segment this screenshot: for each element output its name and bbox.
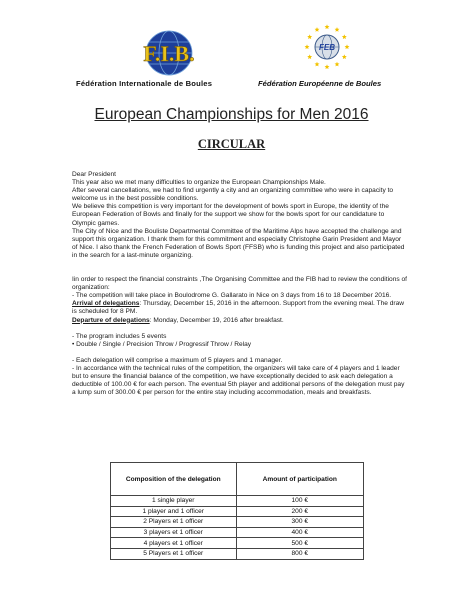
- greeting: Dear President: [72, 171, 116, 178]
- table-row: [111, 517, 364, 528]
- table-cell: 3 players et 1 officer: [111, 527, 237, 538]
- table-cell: 300 €: [236, 517, 363, 528]
- table-cell: 400 €: [236, 527, 363, 538]
- letter-body: [72, 171, 408, 397]
- star-icon: [342, 34, 347, 39]
- table-header-row: [111, 463, 364, 496]
- table-cell: 500 €: [236, 538, 363, 549]
- table-cell: 200 €: [236, 506, 363, 517]
- table-cell: 1 single player: [111, 496, 237, 507]
- star-icon: [315, 27, 320, 32]
- paragraph: This year also we met many difficulties to organize the European Championships Male.: [72, 179, 326, 187]
- table-cell: 100 €: [236, 496, 363, 507]
- document-title: European Championships for Men 2016: [94, 106, 369, 123]
- document-subtitle: CIRCULAR: [197, 137, 266, 151]
- paragraph: - Each delegation will comprise a maximum of 5 players and 1 manager.: [72, 356, 283, 364]
- star-icon: [307, 34, 312, 39]
- star-icon: [325, 64, 330, 69]
- fib-logo-text: F.I.B.: [143, 41, 195, 66]
- table-row: [111, 496, 364, 507]
- departure-line: [72, 317, 408, 325]
- fib-organization-name: Fédération Internationale de Boules: [76, 79, 213, 88]
- table-row: [111, 548, 364, 559]
- star-icon: [335, 62, 340, 67]
- table-cell: 2 Players et 1 officer: [111, 517, 237, 528]
- table-row: [111, 506, 364, 517]
- fib-logo: [122, 30, 216, 76]
- table-row: [111, 527, 364, 538]
- paragraph: - The competition will take place in Boulodrome G. Gallarato in Nice on 3 days from 16 to 18 December 2016.: [72, 292, 392, 300]
- departure-text: : Monday, December 19, 2016 after breakfast.: [149, 316, 284, 324]
- feb-logo-text: FEB: [319, 43, 335, 52]
- feb-organization-name: Fédération Européenne de Boules: [258, 79, 382, 88]
- table-row: [111, 538, 364, 549]
- column-header: Amount of participation: [236, 463, 363, 496]
- star-icon: [342, 54, 347, 59]
- star-icon: [307, 54, 312, 59]
- departure-label: Departure of delegations: [72, 316, 150, 324]
- star-icon: [325, 24, 330, 29]
- star-icon: [345, 44, 350, 49]
- star-icon: [335, 27, 340, 32]
- paragraph: Iin order to respect the financial constraints ,The Organising Committee and the FIB had to review the conditions of organization:: [72, 276, 407, 292]
- table-cell: 800 €: [236, 548, 363, 559]
- table-cell: 4 players et 1 officer: [111, 538, 237, 549]
- star-icon: [315, 62, 320, 67]
- column-header: Composition of the delegation: [111, 463, 237, 496]
- arrival-label: Arrival of delegations: [72, 300, 140, 308]
- star-icon: [305, 44, 310, 49]
- table-cell: 1 player and 1 officer: [111, 506, 237, 517]
- paragraph: We believe this competition is very important for the development of bowls sport in Europe, the identity of the European Federation of Bowls and finally for the support we show for the bowls sport for our candidature to Olympic games.: [72, 203, 389, 227]
- paragraph: After several cancellations, we had to find urgently a city and an organizing committee who were in capacity to welcome us in the best possible conditions.: [72, 187, 394, 203]
- paragraph: The City of Nice and the Bouliste Departmental Committee of the Maritime Alps have accepted the challenge and support this organization. I thank them for this commitment and especially Christophe Garin President and Mayor of Nice. I also thank the French Federation of Bowls Sport (FFSB) who is funding this project and also participated in the search for a last-minute organizing.: [72, 227, 405, 259]
- table-cell: 5 Players et 1 officer: [111, 548, 237, 559]
- arrival-line: [72, 300, 408, 316]
- arrival-text: : Thursday, December 15, 2016 in the afternoon. Support from the evening meal. The draw is scheduled for 8 PM.: [72, 300, 405, 316]
- paragraph: - In accordance with the technical rules of the competition, the organizers will take care of 4 players and 1 leader but to ensure the financial balance of the competition, we have exceptionally decided to ask each delegation a deductible of 100.00 € for each person. The eventual 5th player and additional persons of the delegation must pay a lump sum of 300.00 € per person for the entire stay including accommodation, meals and breakfasts.: [72, 364, 405, 397]
- program-intro: - The program includes 5 events: [72, 332, 167, 340]
- feb-logo: [302, 20, 352, 70]
- program-events: • Double / Single / Precision Throw / Progressif Throw / Relay: [72, 340, 252, 348]
- participation-table: [110, 462, 364, 560]
